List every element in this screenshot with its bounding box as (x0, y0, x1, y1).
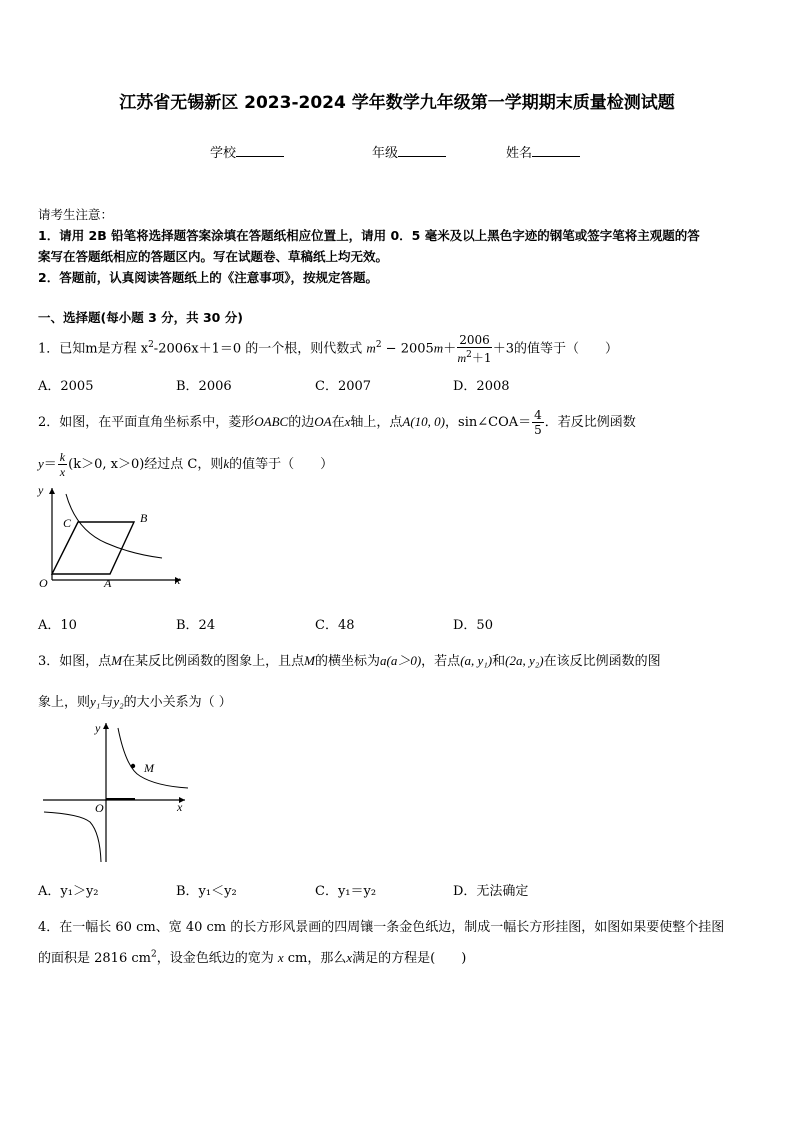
question-4-line-1: 4．在一幅长 60 cm、宽 40 cm 的长方形风景画的四周镶一条金色纸边，制成一幅长方形挂图，如图如果要使整个挂图 (38, 920, 725, 935)
question-2-line-1: 2．如图，在平面直角坐标系中，菱形OABC的边OA在x轴上，点A(10, 0)，sin∠COA＝ $\frac{4}{5}$ ．若反比例函数 (38, 408, 636, 437)
x-axis-label: x (175, 573, 181, 587)
q2-figure (36, 480, 186, 592)
hyperbola-curve (66, 494, 162, 558)
q1-option-c: C．2007 (315, 379, 372, 394)
q2-option-b: B．24 (176, 618, 216, 633)
question-3-line-2: 象上，则y₁与y₂的大小关系为（ ） (38, 694, 232, 710)
q1-option-d: D．2008 (453, 379, 510, 394)
q3-option-a: A．y₁＞y₂ (38, 884, 99, 899)
x-axis-label: x (177, 800, 183, 814)
hyperbola-branch-1 (118, 728, 188, 788)
point-c-label: C (63, 516, 72, 530)
q1-option-b: B．2006 (176, 379, 232, 394)
school-field: 学校 (210, 142, 284, 161)
name-field: 姓名 (506, 142, 580, 161)
q2-option-a: A．10 (38, 618, 77, 633)
notice-item-1-line-2: 案写在答题纸相应的答题区内。写在试题卷、草稿纸上均无效。 (38, 249, 389, 264)
q3-option-d: D．无法确定 (453, 884, 529, 899)
origin-label: O (95, 801, 104, 815)
question-1: 1．已知m是方程 $x^2-2006x+1=0$ 的一个根，则代数式 $m^2 - 2005m+$ $\frac{2006}{m^2+1}$ ＋3的值等于（ ） (38, 333, 619, 365)
q1-option-a: A．2005 (38, 379, 94, 394)
grade-field: 年级 (372, 142, 446, 161)
point-m (131, 764, 135, 768)
point-m-label: M (144, 761, 154, 775)
origin-label: O (39, 576, 48, 590)
y-axis-label: y (38, 483, 44, 497)
question-3-line-1: 3．如图，点M在某反比例函数的图象上，且点M的横坐标为a(a＞0)，若点(a, y₁)和(2a, y₂)在该反比例函数的图 (38, 653, 661, 669)
notice-item-1-line-1: 1．请用 2B 铅笔将选择题答案涂填在答题纸相应位置上，请用 0．5 毫米及以上黑色字迹的钢笔或签字笔将主观题的答 (38, 228, 700, 243)
question-2-line-2: y＝ $\frac{k}{x}$ (k＞0, x＞0)经过点 C，则k的值等于（ ） (38, 450, 334, 479)
question-4-line-2: 的面积是 2816 $cm^2$，设金色纸边的宽为 x cm，那么x满足的方程是( ) (38, 949, 467, 966)
page-title: 江苏省无锡新区 2023-2024 学年数学九年级第一学期期末质量检测试题 (119, 93, 675, 113)
q3-figure (40, 718, 190, 864)
section-heading: 一、选择题(每小题 3 分，共 30 分) (38, 310, 243, 325)
point-b-label: B (140, 511, 148, 525)
q2-option-c: C．48 (315, 618, 355, 633)
q2-option-d: D．50 (453, 618, 493, 633)
q3-option-c: C．y₁＝y₂ (315, 884, 377, 899)
notice-heading: 请考生注意： (38, 207, 114, 222)
y-axis-label: y (95, 721, 101, 735)
hyperbola-branch-2 (44, 812, 101, 862)
point-a-label: A (104, 576, 112, 590)
notice-item-2: 2．答题前，认真阅读答题纸上的《注意事项》，按规定答题。 (38, 270, 378, 285)
q3-option-b: B．y₁＜y₂ (176, 884, 237, 899)
